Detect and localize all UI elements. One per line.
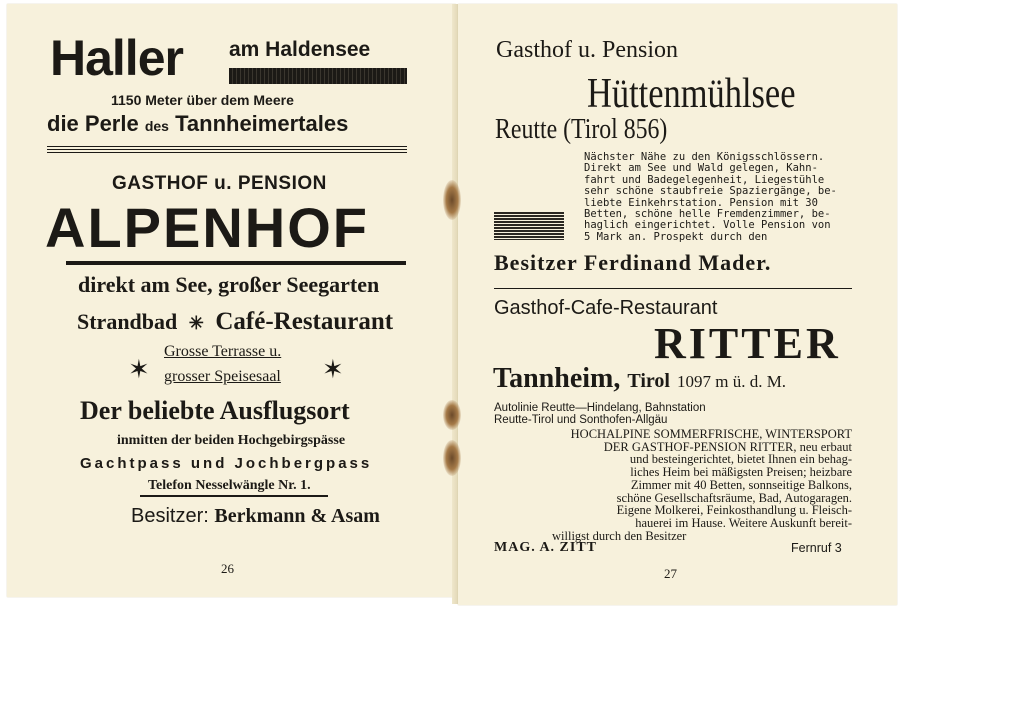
haller-title: Haller <box>50 30 183 86</box>
alpenhof-title: ALPENHOF <box>45 196 369 259</box>
snowflake-icon: ✳ <box>188 313 204 333</box>
speisesaal-line: grosser Speisesaal <box>164 368 281 385</box>
ausflugsort-line: Der beliebte Ausflugsort <box>80 396 350 425</box>
description-line: fahrt und Badegelegenheit, Liegestühle <box>584 173 825 186</box>
direkt-am-see: direkt am See, großer Seegarten <box>78 272 380 297</box>
star-icon: ✶ <box>322 354 344 384</box>
burn-mark <box>443 180 461 220</box>
inmitten-line: inmitten der beiden Hochgebirgspässe <box>117 433 346 448</box>
description-line: Zimmer mit 40 Betten, sonnseitige Balkons, <box>630 477 852 492</box>
autolinie-line: Reutte-Tirol und Sonthofen-Allgäu <box>494 414 668 426</box>
tirol-text: Tirol <box>627 370 670 392</box>
description-line: haglich eingerichtet. Volle Pension von <box>584 219 831 232</box>
besitzer-label: Besitzer: <box>131 505 209 527</box>
description-line: und besteingerichtet, bietet Ihnen ein behag- <box>629 452 852 467</box>
besitzer-line <box>131 505 380 528</box>
description-line: HOCHALPINE SOMMERFRISCHE, WINTERSPORT <box>570 427 852 441</box>
double-rule <box>47 146 407 155</box>
star-icon: ✶ <box>128 354 150 384</box>
terrasse-line: Grosse Terrasse u. <box>164 343 282 360</box>
fernruf-line: Fernruf 3 <box>791 541 842 555</box>
description-line: 5 Mark an. Prospekt durch den <box>584 230 768 243</box>
stripe-block <box>494 212 564 240</box>
description-line: hauerei im Hause. Weitere Auskunft bereit- <box>635 515 852 530</box>
strandbad-text: Strandbad <box>77 309 178 334</box>
description-line: willigst durch den Besitzer <box>552 528 687 543</box>
autolinie-line: Autolinie Reutte—Hindelang, Bahnstation <box>494 402 706 414</box>
description-line: liebte Einkehrstation. Pension mit 30 <box>584 196 818 209</box>
telefon-rule <box>140 495 328 497</box>
gasthof-pension-line: Gasthof u. Pension <box>496 37 678 63</box>
perle-des: des <box>144 118 169 134</box>
description-line: Betten, schöne helle Fremdenzimmer, be- <box>584 208 831 221</box>
description-line: sehr schöne staubfreie Spaziergänge, be- <box>584 185 837 198</box>
perle-line <box>47 111 348 137</box>
description-line: Direkt am See und Wald gelegen, Kahn- <box>584 162 818 175</box>
am-haldensee: am Haldensee <box>229 38 371 61</box>
ritter-title: RITTER <box>654 319 841 368</box>
cafe-restaurant-line: Gasthof-Cafe-Restaurant <box>494 297 718 319</box>
telefon-line: Telefon Nesselwängle Nr. 1. <box>148 478 311 493</box>
paesse-line: Gachtpass und Jochbergpass <box>80 455 373 472</box>
burn-mark <box>443 440 461 476</box>
description-line: DER GASTHOF-PENSION RITTER, neu erbaut <box>603 439 852 454</box>
description-line: schöne Gesellschaftsräume, Bad, Autogaragen. <box>616 490 852 505</box>
tannheim-line <box>493 363 786 395</box>
besitzer-mader-line: Besitzer Ferdinand Mader. <box>494 250 772 275</box>
ritter-description <box>522 428 852 542</box>
alpenhof-rule <box>66 261 406 265</box>
section-rule <box>494 288 852 289</box>
owner-zitt: MAG. A. ZITT <box>494 540 598 555</box>
perle-text: die Perle <box>47 111 139 136</box>
perle-valley: Tannheimertales <box>175 111 349 136</box>
gasthof-pension-heading: GASTHOF u. PENSION <box>112 173 327 194</box>
besitzer-name: Berkmann & Asam <box>214 505 380 527</box>
burn-mark <box>443 400 461 430</box>
strandbad-line <box>77 308 393 336</box>
huettenmuehlsee-title: Hüttenmühlsee <box>587 71 796 117</box>
altitude-line: 1150 Meter über dem Meere <box>111 92 294 108</box>
description-line: Nächster Nähe zu den Königsschlössern. <box>584 151 825 163</box>
tannheim-text: Tannheim, <box>493 363 621 394</box>
description-line: liches Heim bei mäßigsten Preisen; heizbare <box>630 465 852 480</box>
reutte-line: Reutte (Tirol 856) <box>495 114 668 145</box>
page-number-right: 27 <box>664 566 677 581</box>
altitude-text: 1097 m ü. d. M. <box>676 372 787 391</box>
page-number-left: 26 <box>221 561 234 576</box>
cafe-restaurant-text: Café-Restaurant <box>215 308 394 335</box>
haller-bar <box>229 68 407 84</box>
huetten-description <box>584 152 837 243</box>
description-line: Eigene Molkerei, Feinkosthandlung u. Fleisch- <box>616 503 852 518</box>
